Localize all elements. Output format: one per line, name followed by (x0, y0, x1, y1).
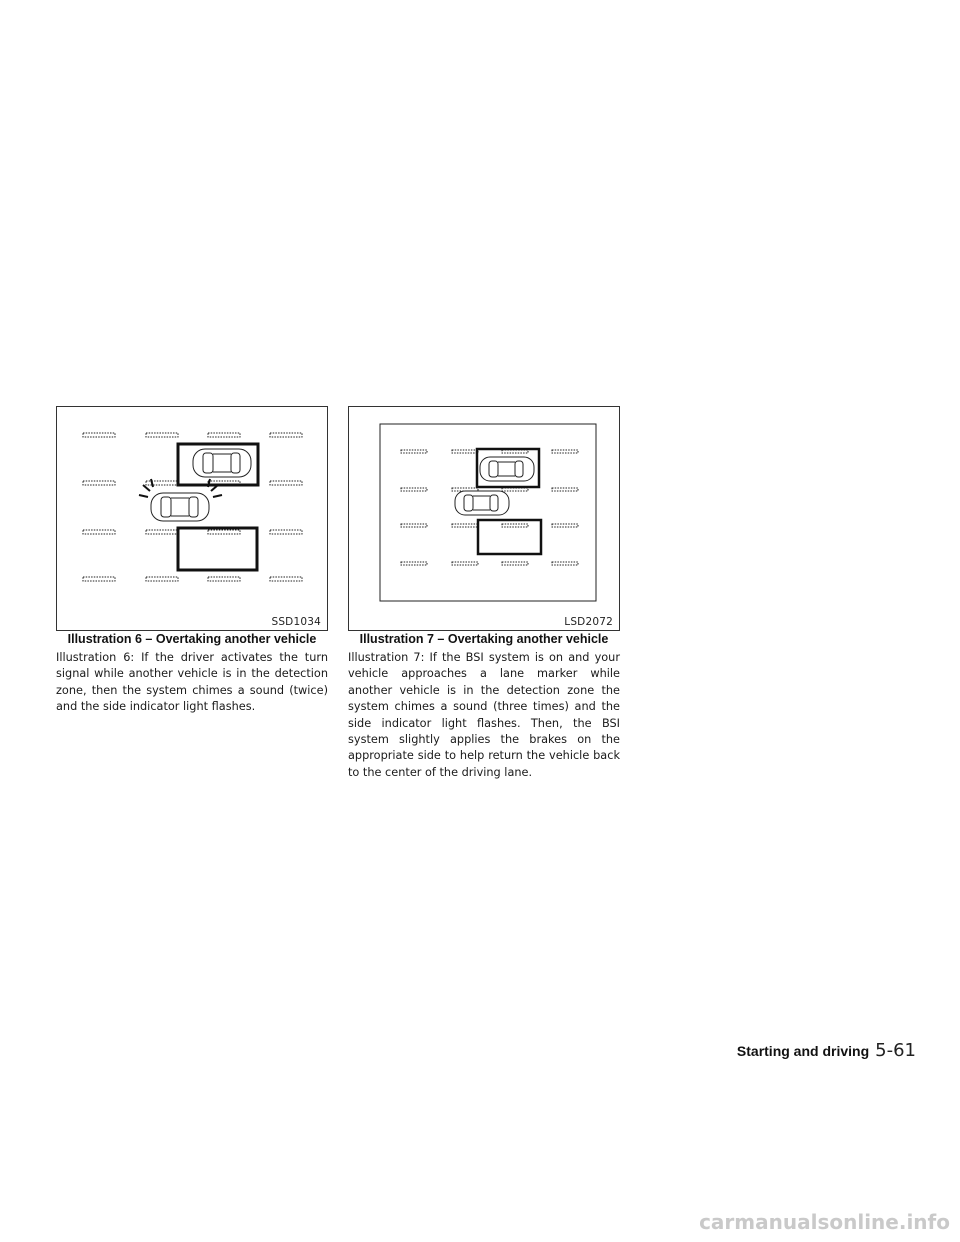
illustration-6-caption: Illustration 6 – Overtaking another vehicle (67, 632, 317, 646)
illustration-7-figure (348, 406, 620, 631)
page-number: 5-61 (875, 1040, 916, 1061)
detection-zone-lower (178, 528, 257, 570)
other-vehicle-icon (193, 449, 251, 477)
page-footer (737, 1040, 916, 1061)
illustration-6-figure (56, 406, 328, 631)
own-vehicle-icon (455, 491, 509, 515)
illustration-7-caption: Illustration 7 – Overtaking another vehicle (359, 632, 609, 646)
illustration-7-description: Illustration 7: If the BSI system is on and your vehicle approaches a lane marker while another vehicle is in the detection zone the system chimes a sound (three times) and the side indicator light flashes. Then, the BSI system slightly applies the brakes on the appropriate side to help return the vehicle back to the center of the driving lane. (348, 651, 620, 779)
illustration-6-drawing (57, 407, 327, 630)
section-title: Starting and driving (736, 1043, 870, 1059)
figure-code: SSD1034 (271, 616, 321, 628)
illustration-7-drawing (349, 407, 619, 630)
watermark: carmanualsonline.info (699, 1210, 950, 1234)
own-vehicle-icon (151, 493, 209, 521)
illustration-6-description: Illustration 6: If the driver activates the turn signal while another vehicle is in the detection zone, then the system chimes a sound (twice) and the side indicator light flashes. (56, 651, 328, 714)
figure-code: LSD2072 (564, 616, 613, 628)
other-vehicle-icon (480, 457, 534, 481)
